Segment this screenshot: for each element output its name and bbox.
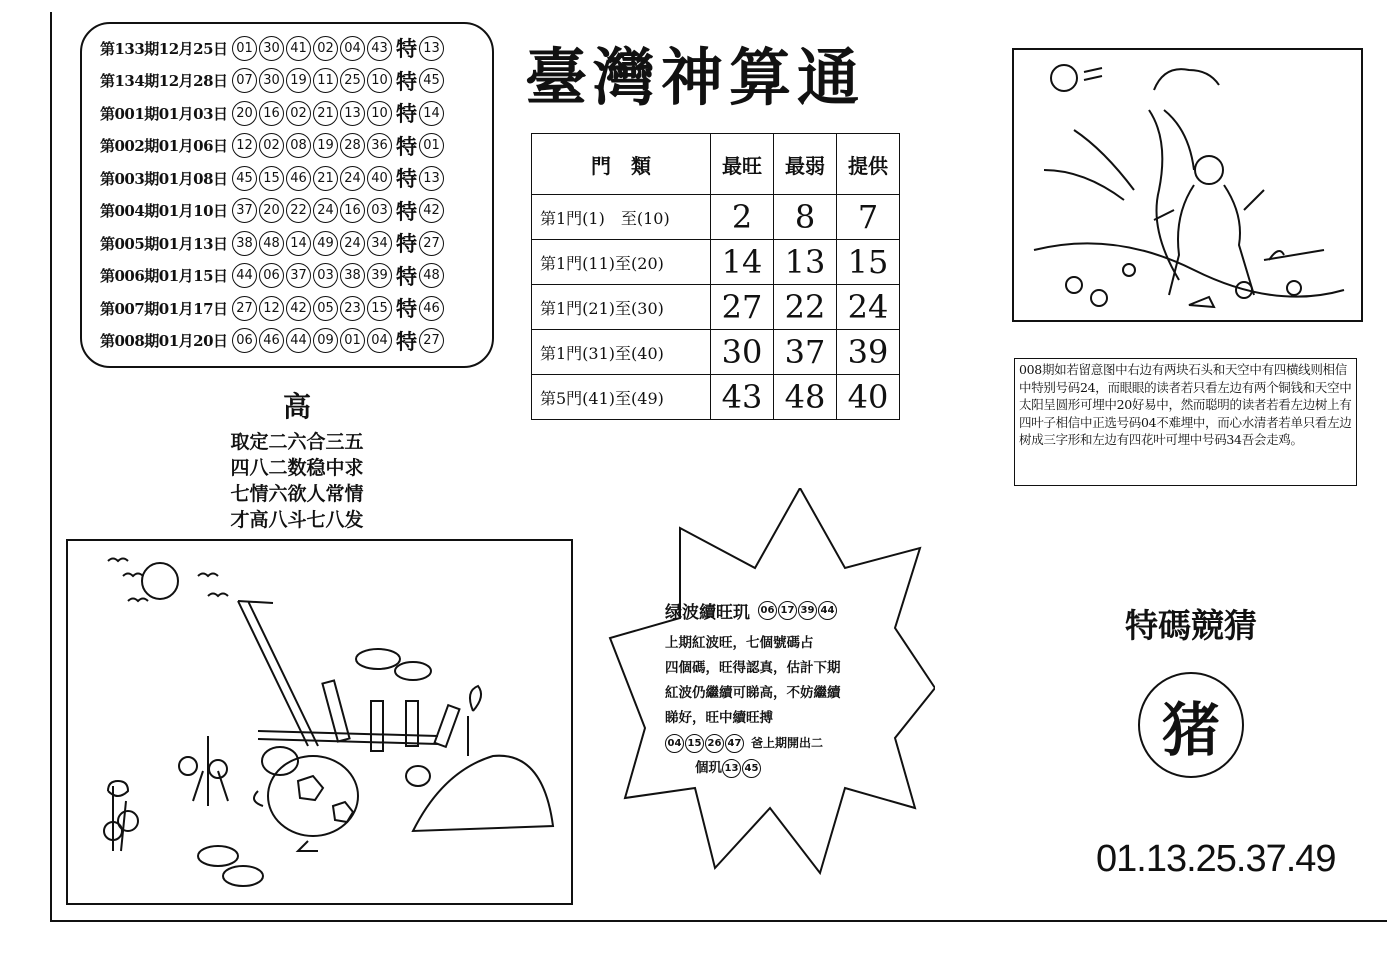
number-ball: 44 xyxy=(286,328,311,353)
monk-scene-icon xyxy=(1014,50,1361,320)
number-ball: 01 xyxy=(340,328,365,353)
result-label: 第003期01月08日 xyxy=(100,169,228,188)
cell-value: 8 xyxy=(774,195,837,240)
number-ball: 46 xyxy=(259,328,284,353)
turtle-picture xyxy=(66,539,573,905)
number-ball: 44 xyxy=(232,263,257,288)
number-ball: 02 xyxy=(286,101,311,126)
results-panel xyxy=(80,22,494,368)
category-table xyxy=(531,133,900,420)
number-ball: 15 xyxy=(685,734,704,753)
special-ball: 27 xyxy=(419,231,444,256)
guess-animal: 猪 xyxy=(1138,672,1244,778)
rock-icon xyxy=(356,649,400,669)
number-ball: 08 xyxy=(286,133,311,158)
star-bottom-text: 爸上期開出二 xyxy=(751,736,824,750)
monk-figure-icon xyxy=(1195,156,1223,184)
number-ball: 20 xyxy=(259,198,284,223)
number-ball: 13 xyxy=(340,101,365,126)
number-ball: 04 xyxy=(340,36,365,61)
number-ball: 06 xyxy=(232,328,257,353)
cell-value: 13 xyxy=(774,240,837,285)
number-ball: 27 xyxy=(232,296,257,321)
cell-value: 30 xyxy=(711,330,774,375)
star-last-prefix: 個玑 xyxy=(695,760,722,776)
number-ball: 21 xyxy=(313,101,338,126)
special-ball: 13 xyxy=(419,36,444,61)
header-category: 門 類 xyxy=(532,134,711,195)
number-ball: 43 xyxy=(367,36,392,61)
poem-block xyxy=(212,385,382,533)
special-label: 特 xyxy=(396,133,417,159)
star-line: 睇好，旺中續旺搏 xyxy=(665,710,773,726)
rod-icon xyxy=(238,601,318,746)
number-ball: 19 xyxy=(313,133,338,158)
number-ball: 04 xyxy=(665,734,684,753)
header-coldest: 最弱 xyxy=(774,134,837,195)
header-provided: 提供 xyxy=(837,134,900,195)
number-ball: 21 xyxy=(313,166,338,191)
number-ball: 40 xyxy=(367,166,392,191)
special-label: 特 xyxy=(396,231,417,256)
number-ball: 16 xyxy=(340,198,365,223)
number-ball: 39 xyxy=(798,601,817,620)
special-ball: 27 xyxy=(419,328,444,353)
number-ball: 24 xyxy=(340,166,365,191)
result-row xyxy=(100,227,446,259)
special-ball: 14 xyxy=(419,101,444,126)
special-label: 特 xyxy=(396,36,417,61)
result-label: 第008期01月20日 xyxy=(100,332,228,350)
number-ball: 34 xyxy=(367,231,392,256)
special-ball: 48 xyxy=(419,263,444,288)
result-label: 第134期12月28日 xyxy=(100,72,228,90)
number-ball: 49 xyxy=(313,231,338,256)
number-ball: 03 xyxy=(367,198,392,223)
result-label: 第006期01月15日 xyxy=(100,267,228,285)
number-ball: 36 xyxy=(367,133,392,158)
star-line: 上期紅波旺，七個號碼占 xyxy=(665,635,814,651)
star-last-line xyxy=(665,756,905,781)
guess-title: 特碼競猜 xyxy=(1125,606,1257,645)
result-label: 第004期01月10日 xyxy=(100,202,228,220)
star-balls-line xyxy=(665,731,905,756)
number-ball: 47 xyxy=(725,734,744,753)
special-ball: 46 xyxy=(419,296,444,321)
number-ball: 13 xyxy=(722,759,741,778)
number-ball: 20 xyxy=(232,101,257,126)
number-ball: 38 xyxy=(232,231,257,256)
header-hottest: 最旺 xyxy=(711,134,774,195)
number-ball: 48 xyxy=(259,231,284,256)
number-ball: 03 xyxy=(313,263,338,288)
number-ball: 42 xyxy=(286,296,311,321)
row-label: 第1門(21)至(30) xyxy=(532,285,711,330)
special-label: 特 xyxy=(396,328,417,354)
table-row xyxy=(532,195,900,240)
table-row xyxy=(532,330,900,375)
number-ball: 24 xyxy=(340,231,365,256)
number-ball: 28 xyxy=(340,133,365,158)
table-row xyxy=(532,285,900,330)
number-ball: 14 xyxy=(286,231,311,256)
number-ball: 24 xyxy=(313,198,338,223)
cell-value: 27 xyxy=(711,285,774,330)
special-ball: 45 xyxy=(419,68,444,93)
number-ball: 19 xyxy=(286,68,311,93)
cell-value: 22 xyxy=(774,285,837,330)
special-ball: 13 xyxy=(419,166,444,191)
poem-line: 才高八斗七八发 xyxy=(230,509,364,531)
cell-value: 14 xyxy=(711,240,774,285)
number-ball: 23 xyxy=(340,296,365,321)
result-label: 第001期01月03日 xyxy=(100,104,228,123)
number-ball: 05 xyxy=(313,296,338,321)
result-row xyxy=(100,130,446,162)
number-ball: 10 xyxy=(367,68,392,93)
special-label: 特 xyxy=(396,166,417,191)
special-label: 特 xyxy=(396,198,417,224)
row-label: 第1門(11)至(20) xyxy=(532,240,711,285)
result-row xyxy=(100,97,446,129)
cell-value: 37 xyxy=(774,330,837,375)
number-ball: 30 xyxy=(259,68,284,93)
bird-icon xyxy=(108,559,128,562)
number-ball: 10 xyxy=(367,101,392,126)
result-row xyxy=(100,195,446,227)
number-ball: 12 xyxy=(259,296,284,321)
number-ball: 45 xyxy=(232,166,257,191)
number-ball: 15 xyxy=(367,296,392,321)
number-ball: 06 xyxy=(259,263,284,288)
number-ball: 12 xyxy=(232,133,257,158)
number-ball: 02 xyxy=(313,36,338,61)
special-label: 特 xyxy=(396,296,417,321)
cell-value: 40 xyxy=(837,375,900,420)
result-row xyxy=(100,260,446,292)
row-label: 第1門(1) 至(10) xyxy=(532,195,711,240)
result-row xyxy=(100,325,446,357)
table-row xyxy=(532,240,900,285)
number-ball: 46 xyxy=(286,166,311,191)
star-title: 绿波續旺玑 xyxy=(665,603,750,623)
number-ball: 45 xyxy=(742,759,761,778)
number-ball: 15 xyxy=(259,166,284,191)
result-label: 第005期01月13日 xyxy=(100,234,228,253)
monk-picture xyxy=(1012,48,1363,322)
number-ball: 09 xyxy=(313,328,338,353)
number-ball: 37 xyxy=(286,263,311,288)
result-label: 第002期01月06日 xyxy=(100,137,228,155)
flower-icon xyxy=(468,686,481,756)
number-ball: 26 xyxy=(705,734,724,753)
number-ball: 01 xyxy=(232,36,257,61)
number-ball: 22 xyxy=(286,198,311,223)
star-title-row xyxy=(665,598,905,623)
table-row xyxy=(532,375,900,420)
cell-value: 15 xyxy=(837,240,900,285)
special-ball: 01 xyxy=(419,133,444,158)
sun-icon xyxy=(142,563,178,599)
result-row xyxy=(100,162,446,194)
turtle-scene-icon xyxy=(68,541,571,903)
result-row xyxy=(100,292,446,324)
number-ball: 02 xyxy=(259,133,284,158)
number-ball: 39 xyxy=(367,263,392,288)
number-ball: 17 xyxy=(778,601,797,620)
poem-line: 取定二六合三五 xyxy=(230,431,364,453)
star-line: 紅波仍繼續可睇高，不妨繼續 xyxy=(665,685,841,701)
number-ball: 16 xyxy=(259,101,284,126)
cell-value: 48 xyxy=(774,375,837,420)
number-ball: 04 xyxy=(367,328,392,353)
page-title: 臺灣神算通 xyxy=(525,41,866,114)
special-label: 特 xyxy=(396,263,417,289)
row-label: 第1門(31)至(40) xyxy=(532,330,711,375)
star-content xyxy=(665,598,905,781)
number-ball: 06 xyxy=(758,601,777,620)
special-label: 特 xyxy=(396,101,417,126)
sun-icon xyxy=(1051,65,1077,91)
result-label: 第133期12月25日 xyxy=(100,39,228,58)
row-label: 第5門(41)至(49) xyxy=(532,375,711,420)
cell-value: 43 xyxy=(711,375,774,420)
result-row xyxy=(100,32,446,64)
cell-value: 7 xyxy=(837,195,900,240)
star-line: 四個碼，旺得認真，估計下期 xyxy=(665,660,841,676)
result-row xyxy=(100,65,446,97)
number-ball: 30 xyxy=(259,36,284,61)
result-label: 第007期01月17日 xyxy=(100,299,228,318)
special-label: 特 xyxy=(396,68,417,94)
number-ball: 11 xyxy=(313,68,338,93)
turtle-icon xyxy=(268,756,358,836)
poem-line: 七情六欲人常情 xyxy=(230,483,364,505)
number-ball: 25 xyxy=(340,68,365,93)
poem-heading: 高 xyxy=(282,390,311,423)
special-ball: 42 xyxy=(419,198,444,223)
number-ball: 37 xyxy=(232,198,257,223)
star-text xyxy=(665,631,905,781)
number-ball: 07 xyxy=(232,68,257,93)
description-box: 008期如若留意图中右边有两块石头和天空中有四横线则相信中特别号码24，而眼眼的读者若只看左边有两个铜钱和天空中太阳呈圆形可埋中20好易中，然而聪明的读者若看左边树上有四叶子相信中正选号码04不难埋中，而心水清者若单只看左边树成三字形和左边有四花叶可埋中号码34吾会走鸡。 xyxy=(1014,358,1357,486)
guess-numbers: 01.13.25.37.49 xyxy=(1096,838,1336,880)
number-ball: 41 xyxy=(286,36,311,61)
cell-value: 39 xyxy=(837,330,900,375)
tree-icon xyxy=(1154,69,1219,90)
poem-line: 四八二数稳中求 xyxy=(230,457,364,479)
number-ball: 38 xyxy=(340,263,365,288)
cell-value: 24 xyxy=(837,285,900,330)
number-ball: 44 xyxy=(818,601,837,620)
cell-value: 2 xyxy=(711,195,774,240)
